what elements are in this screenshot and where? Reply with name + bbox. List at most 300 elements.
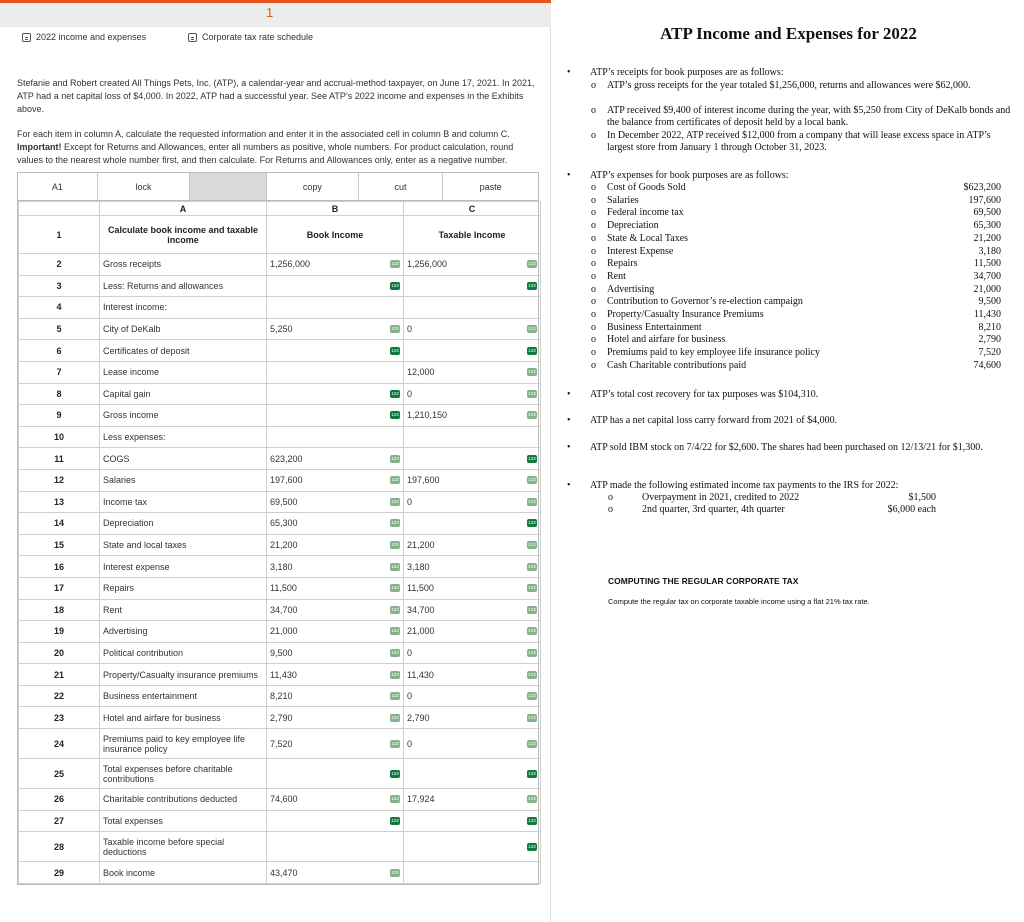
number-format-icon: 123 (391, 477, 399, 483)
cell-b-book-income[interactable] (267, 275, 404, 297)
table-row (19, 297, 541, 319)
cell-text: 3 (56, 280, 62, 291)
cell-text: 7 (56, 367, 62, 378)
sub-bullet: o (591, 80, 596, 91)
sub-bullet: o (591, 359, 596, 371)
expense-amount: 21,200 (973, 232, 1001, 244)
cell-c-taxable-income[interactable] (404, 685, 541, 707)
sub-bullet: o (591, 220, 596, 232)
table-row (19, 789, 541, 811)
number-format-icon: 123 (528, 542, 536, 548)
table-row (19, 729, 541, 759)
cell-text: 11,500 (270, 583, 297, 594)
cell-text: 13 (53, 496, 64, 507)
cell-c-taxable-income[interactable] (404, 810, 541, 832)
cell-b-book-income[interactable] (267, 448, 404, 470)
spreadsheet (17, 172, 539, 885)
cell-text: 27 (53, 815, 64, 826)
number-format-icon: 123 (528, 369, 536, 375)
expense-item (591, 233, 1001, 246)
cell-a (100, 577, 267, 599)
sub-bullet: o (591, 182, 596, 193)
table-row (19, 832, 541, 862)
table-row (19, 556, 541, 578)
number-format-icon: 123 (528, 714, 536, 720)
cell-c-taxable-income[interactable] (404, 383, 541, 405)
number-format-icon: 123 (391, 455, 399, 461)
cell-text: 8,210 (270, 691, 293, 702)
number-format-icon: 123 (391, 671, 399, 677)
cell-c-taxable-income[interactable] (404, 599, 541, 621)
cell-text: Interest expense (103, 561, 170, 572)
expense-amount: 69,500 (973, 207, 1001, 219)
row-number (19, 534, 100, 556)
expense-item (591, 195, 1001, 208)
column-header-b: B (267, 202, 404, 216)
table-row (19, 534, 541, 556)
formula-box[interactable] (190, 173, 267, 200)
row-number (19, 759, 100, 789)
expense-item (591, 309, 1001, 322)
header-cell-c: Taxable Income (404, 216, 541, 254)
cell-c-taxable-income[interactable] (404, 275, 541, 297)
cell-text: 0 (407, 738, 413, 749)
cell-text: 14 (53, 518, 64, 529)
cell-c-taxable-income[interactable] (404, 340, 541, 362)
cell-a (100, 759, 267, 789)
cell-c-taxable-income[interactable] (404, 297, 541, 319)
expense-amount: 11,500 (973, 258, 1001, 270)
table-row (19, 513, 541, 535)
sub-bullet: o (591, 232, 596, 244)
cell-text: 21 (53, 669, 64, 680)
cell-b-book-income[interactable] (267, 862, 404, 884)
expense-item (591, 220, 1001, 233)
cell-text: 17,924 (407, 794, 435, 805)
row-number (19, 685, 100, 707)
cell-text: 22 (53, 691, 64, 702)
copy-button[interactable]: copy (267, 173, 359, 200)
cell-text: 34,700 (407, 604, 435, 615)
column-header-c: C (404, 202, 541, 216)
cell-text: 1,256,000 (407, 259, 448, 270)
expense-amount: 65,300 (973, 220, 1001, 232)
number-format-icon: 123 (391, 693, 399, 699)
sub-bullet: o (591, 130, 596, 141)
cell-a (100, 832, 267, 862)
sub-bullet: o (591, 283, 596, 295)
expense-item (591, 360, 1001, 373)
expense-label: Premiums paid to key employee life insurance policy (607, 347, 820, 359)
row-number (19, 577, 100, 599)
cell-text: Property/Casualty insurance premiums (103, 669, 259, 680)
sub-bullet: o (608, 504, 613, 515)
section-heading: COMPUTING THE REGULAR CORPORATE TAX (608, 576, 799, 586)
cell-b-book-income[interactable] (267, 810, 404, 832)
number-format-icon: 123 (528, 606, 536, 612)
bullet: • (567, 480, 571, 491)
cell-a (100, 383, 267, 405)
capital-loss-note: ATP has a net capital loss carry forward from 2021 of $4,000. (590, 415, 838, 426)
cell-b-book-income[interactable] (267, 759, 404, 789)
cell-text: 6 (56, 345, 62, 356)
sub-bullet: o (591, 258, 596, 270)
cell-c-taxable-income[interactable] (404, 729, 541, 759)
cell-text: Charitable contributions deducted (103, 794, 238, 805)
bullet: • (567, 389, 571, 400)
cell-text: 34,700 (270, 604, 298, 615)
row-number (19, 642, 100, 664)
cell-b-book-income[interactable] (267, 254, 404, 276)
row-number (19, 275, 100, 297)
cell-text: Lease income (103, 367, 160, 378)
cell-text: 21,200 (407, 540, 435, 551)
sub-bullet: o (591, 334, 596, 346)
cell-text: 3,180 (270, 561, 293, 572)
cut-button[interactable]: cut (359, 173, 444, 200)
cell-text: 21,200 (270, 540, 298, 551)
row-number (19, 599, 100, 621)
expense-item (591, 296, 1001, 309)
cell-text: Book income (103, 867, 156, 878)
header-cell-a: Calculate book income and taxable income (100, 216, 267, 254)
number-format-icon: 123 (391, 412, 399, 418)
number-format-icon: 123 (528, 498, 536, 504)
number-format-icon: 123 (391, 520, 399, 526)
expense-label: Salaries (607, 194, 639, 206)
number-format-icon: 123 (528, 390, 536, 396)
expense-label: Federal income tax (607, 207, 684, 219)
cell-c-taxable-income[interactable] (404, 862, 541, 884)
row-number: 1 (19, 216, 100, 254)
expense-amount: 2,790 (978, 334, 1001, 346)
important-label: Important! (17, 142, 62, 152)
cell-text: 11,430 (407, 669, 434, 680)
expense-amount: 197,600 (968, 194, 1001, 206)
cell-text: Total expenses (103, 815, 164, 826)
cell-c-taxable-income[interactable] (404, 513, 541, 535)
cell-c-taxable-income[interactable] (404, 664, 541, 686)
cell-text: Taxable income before special deductions (103, 836, 225, 857)
cell-a (100, 426, 267, 448)
cell-c-taxable-income[interactable] (404, 318, 541, 340)
cell-text: 11 (54, 453, 64, 464)
estimated-amount: $1,500 (908, 492, 936, 503)
cell-text: 197,600 (407, 475, 440, 486)
cell-b-book-income[interactable] (267, 426, 404, 448)
header-cell-b: Book Income (267, 216, 404, 254)
column-header-a: A (100, 202, 267, 216)
cell-text: 3,180 (407, 561, 430, 572)
cell-b-book-income[interactable] (267, 577, 404, 599)
row-number (19, 810, 100, 832)
cell-c-taxable-income[interactable] (404, 469, 541, 491)
ibm-stock-note: ATP sold IBM stock on 7/4/22 for $2,600. The shares had been purchased on 12/13/21 for $1,300. (590, 442, 983, 453)
row-number (19, 318, 100, 340)
cell-c-taxable-income[interactable] (404, 426, 541, 448)
estimated-amount: $6,000 each (887, 504, 936, 515)
row-number (19, 426, 100, 448)
cell-a (100, 340, 267, 362)
section-instructions: Compute the regular tax on corporate taxable income using a flat 21% tax rate. (608, 597, 870, 606)
exhibit-title: ATP Income and Expenses for 2022 (660, 24, 917, 43)
cell-text: 11,500 (407, 583, 434, 594)
number-format-icon: 123 (528, 817, 536, 823)
cell-text: State and local taxes (103, 540, 187, 551)
cell-b-book-income[interactable] (267, 789, 404, 811)
number-format-icon: 123 (391, 606, 399, 612)
cell-b-book-income[interactable] (267, 556, 404, 578)
cell-c-taxable-income[interactable] (404, 405, 541, 427)
cell-b-book-income[interactable] (267, 297, 404, 319)
doc-link-label: 2022 income and expenses (36, 32, 147, 42)
expense-amount: $623,200 (963, 182, 1001, 193)
table-row (19, 405, 541, 427)
cell-c-taxable-income[interactable] (404, 707, 541, 729)
number-format-icon: 123 (528, 347, 536, 353)
expense-label: State & Local Taxes (607, 232, 689, 244)
number-format-icon: 123 (391, 796, 399, 802)
cell-text: Certificates of deposit (103, 345, 190, 356)
cell-a (100, 599, 267, 621)
row-number (19, 361, 100, 383)
cell-text: Premiums paid to key employee life insurance policy (103, 733, 246, 754)
lock-button[interactable]: lock (98, 173, 191, 200)
cell-a (100, 621, 267, 643)
cell-c-taxable-income[interactable] (404, 361, 541, 383)
cell-text: Depreciation (103, 518, 154, 529)
cell-c-taxable-income[interactable] (404, 577, 541, 599)
row-number (19, 513, 100, 535)
intro-paragraph-2 (17, 128, 537, 167)
cell-text: 20 (53, 647, 64, 658)
cell-reference: A1 (18, 173, 98, 200)
number-format-icon: 123 (528, 585, 536, 591)
number-format-icon: 123 (391, 326, 399, 332)
expense-item (591, 258, 1001, 271)
sub-bullet: o (591, 207, 596, 219)
cell-text: 21,000 (270, 626, 298, 637)
table-row (19, 642, 541, 664)
expense-item (591, 347, 1001, 360)
cell-c-taxable-income[interactable] (404, 534, 541, 556)
number-format-icon: 123 (528, 477, 536, 483)
cell-text: 69,500 (270, 496, 298, 507)
expense-amount: 34,700 (973, 270, 1001, 282)
cell-text: 17 (53, 583, 64, 594)
cell-b-book-income[interactable] (267, 491, 404, 513)
cell-c-taxable-income[interactable] (404, 491, 541, 513)
paste-button[interactable]: paste (479, 181, 502, 192)
number-format-icon: 123 (528, 326, 536, 332)
cell-c-taxable-income[interactable] (404, 448, 541, 470)
row-number (19, 383, 100, 405)
cell-text: 2 (56, 259, 62, 270)
cell-text: 24 (53, 738, 64, 749)
cell-c-taxable-income[interactable] (404, 556, 541, 578)
cell-text: 12,000 (407, 367, 435, 378)
cell-b-book-income[interactable] (267, 318, 404, 340)
expense-amount: 74,600 (973, 359, 1001, 371)
sub-bullet: o (591, 347, 596, 359)
cell-c-taxable-income[interactable] (404, 832, 541, 862)
expense-label: Contribution to Governor’s re-election campaign (607, 296, 803, 308)
expense-label: Hotel and airfare for business (607, 334, 726, 346)
expense-label: Cost of Goods Sold (607, 182, 686, 193)
cell-b-book-income[interactable] (267, 361, 404, 383)
table-row (19, 469, 541, 491)
cell-b-book-income[interactable] (267, 707, 404, 729)
cell-b-book-income[interactable] (267, 664, 404, 686)
expense-item (591, 271, 1001, 284)
cell-text: COGS (103, 453, 130, 464)
number-format-icon: 123 (391, 563, 399, 569)
instructions (17, 77, 537, 179)
cell-c-taxable-income[interactable] (404, 621, 541, 643)
cell-text: 5,250 (270, 324, 293, 335)
table-row (19, 383, 541, 405)
cell-text: Less expenses: (103, 432, 166, 443)
cell-c-taxable-income[interactable] (404, 642, 541, 664)
cell-b-book-income[interactable] (267, 685, 404, 707)
doc-link-tax-rate-schedule[interactable] (188, 32, 313, 42)
cell-text: 25 (53, 768, 64, 779)
cell-text: 28 (53, 841, 64, 852)
number-format-icon: 123 (391, 770, 399, 776)
row-number (19, 556, 100, 578)
expense-label: Depreciation (607, 220, 659, 232)
cell-b-book-income[interactable] (267, 621, 404, 643)
cell-text: 0 (407, 496, 413, 507)
cell-text: 0 (407, 324, 413, 335)
cell-text: 16 (53, 561, 64, 572)
cell-text: Rent (103, 604, 123, 615)
expense-label: Cash Charitable contributions paid (607, 359, 747, 371)
number-format-icon: 123 (528, 796, 536, 802)
cell-b-book-income[interactable] (267, 513, 404, 535)
expense-item (591, 246, 1001, 259)
cell-text: 0 (407, 691, 413, 702)
cell-a (100, 491, 267, 513)
cell-b-book-income[interactable] (267, 383, 404, 405)
expense-item (591, 207, 1001, 220)
row-number (19, 340, 100, 362)
cell-a (100, 707, 267, 729)
expense-amount: 9,500 (978, 296, 1001, 308)
sub-bullet: o (591, 296, 596, 308)
sub-bullet: o (591, 270, 596, 282)
cell-b-book-income[interactable] (267, 405, 404, 427)
table-row (19, 759, 541, 789)
cell-text: Gross receipts (103, 259, 162, 270)
number-format-icon: 123 (528, 563, 536, 569)
expense-item (591, 322, 1001, 335)
cell-text: 23 (53, 712, 64, 723)
expense-label: Interest Expense (607, 245, 674, 257)
income-table (18, 201, 541, 884)
row-number (19, 469, 100, 491)
number-format-icon: 123 (528, 740, 536, 746)
number-format-icon: 123 (528, 628, 536, 634)
expenses-intro: ATP’s expenses for book purposes are as follows: (590, 170, 789, 181)
expense-item (591, 284, 1001, 297)
cell-b-book-income[interactable] (267, 340, 404, 362)
cell-text: Less: Returns and allowances (103, 280, 224, 291)
number-format-icon: 123 (391, 740, 399, 746)
cell-text: 197,600 (270, 475, 303, 486)
number-format-icon: 123 (391, 628, 399, 634)
cell-text: 9,500 (270, 647, 293, 658)
row-number (19, 621, 100, 643)
number-format-icon: 123 (528, 282, 536, 288)
number-format-icon: 123 (391, 347, 399, 353)
receipts-intro: ATP’s receipts for book purposes are as follows: (590, 67, 784, 78)
cell-a (100, 361, 267, 383)
receipt-item: ATP received $9,400 of interest income during the year, with $5,250 from City of DeKalb bonds and the balance from certificates of deposit held by a local bank. (607, 105, 1011, 128)
sub-bullet: o (591, 194, 596, 206)
estimated-payments-intro: ATP made the following estimated income tax payments to the IRS for 2022: (590, 480, 899, 491)
estimated-label: Overpayment in 2021, credited to 2022 (642, 492, 800, 503)
row-number (19, 254, 100, 276)
cell-a (100, 297, 267, 319)
cell-b-book-income[interactable] (267, 729, 404, 759)
cell-text: Hotel and airfare for business (103, 712, 221, 723)
number-format-icon: 123 (528, 520, 536, 526)
table-row (19, 275, 541, 297)
cell-a (100, 789, 267, 811)
cell-b-book-income[interactable] (267, 534, 404, 556)
number-format-icon: 123 (391, 585, 399, 591)
cell-c-taxable-income[interactable] (404, 789, 541, 811)
number-format-icon: 123 (391, 714, 399, 720)
cell-text: 5 (56, 324, 62, 335)
cell-text: 1,210,150 (407, 410, 448, 421)
table-row (19, 862, 541, 884)
cell-text: 15 (53, 540, 64, 551)
sub-bullet: o (591, 309, 596, 320)
cell-c-taxable-income[interactable] (404, 254, 541, 276)
cell-text: 21,000 (407, 626, 435, 637)
number-format-icon: 123 (528, 455, 536, 461)
cell-a (100, 275, 267, 297)
cell-b-book-income[interactable] (267, 599, 404, 621)
cell-a (100, 729, 267, 759)
cell-text: 4 (56, 302, 62, 313)
corner-cell (19, 202, 100, 216)
exhibit-panel (553, 0, 1024, 922)
cell-text: Repairs (103, 583, 135, 594)
number-format-icon: 123 (391, 542, 399, 548)
cell-a (100, 254, 267, 276)
cell-b-book-income[interactable] (267, 832, 404, 862)
row-number (19, 491, 100, 513)
cell-a (100, 664, 267, 686)
cell-text: Capital gain (103, 388, 151, 399)
cell-c-taxable-income[interactable] (404, 759, 541, 789)
cell-text: 65,300 (270, 518, 298, 529)
cell-b-book-income[interactable] (267, 642, 404, 664)
cell-b-book-income[interactable] (267, 469, 404, 491)
cost-recovery-note: ATP’s total cost recovery for tax purposes was $104,310. (590, 389, 819, 400)
number-format-icon: 123 (528, 770, 536, 776)
cell-text: 11,430 (270, 669, 297, 680)
row-number (19, 832, 100, 862)
doc-link-income-expenses[interactable] (22, 32, 146, 42)
number-format-icon: 123 (528, 843, 536, 849)
expense-amount: 11,430 (973, 309, 1001, 320)
table-row (19, 707, 541, 729)
cell-text: 0 (407, 388, 413, 399)
